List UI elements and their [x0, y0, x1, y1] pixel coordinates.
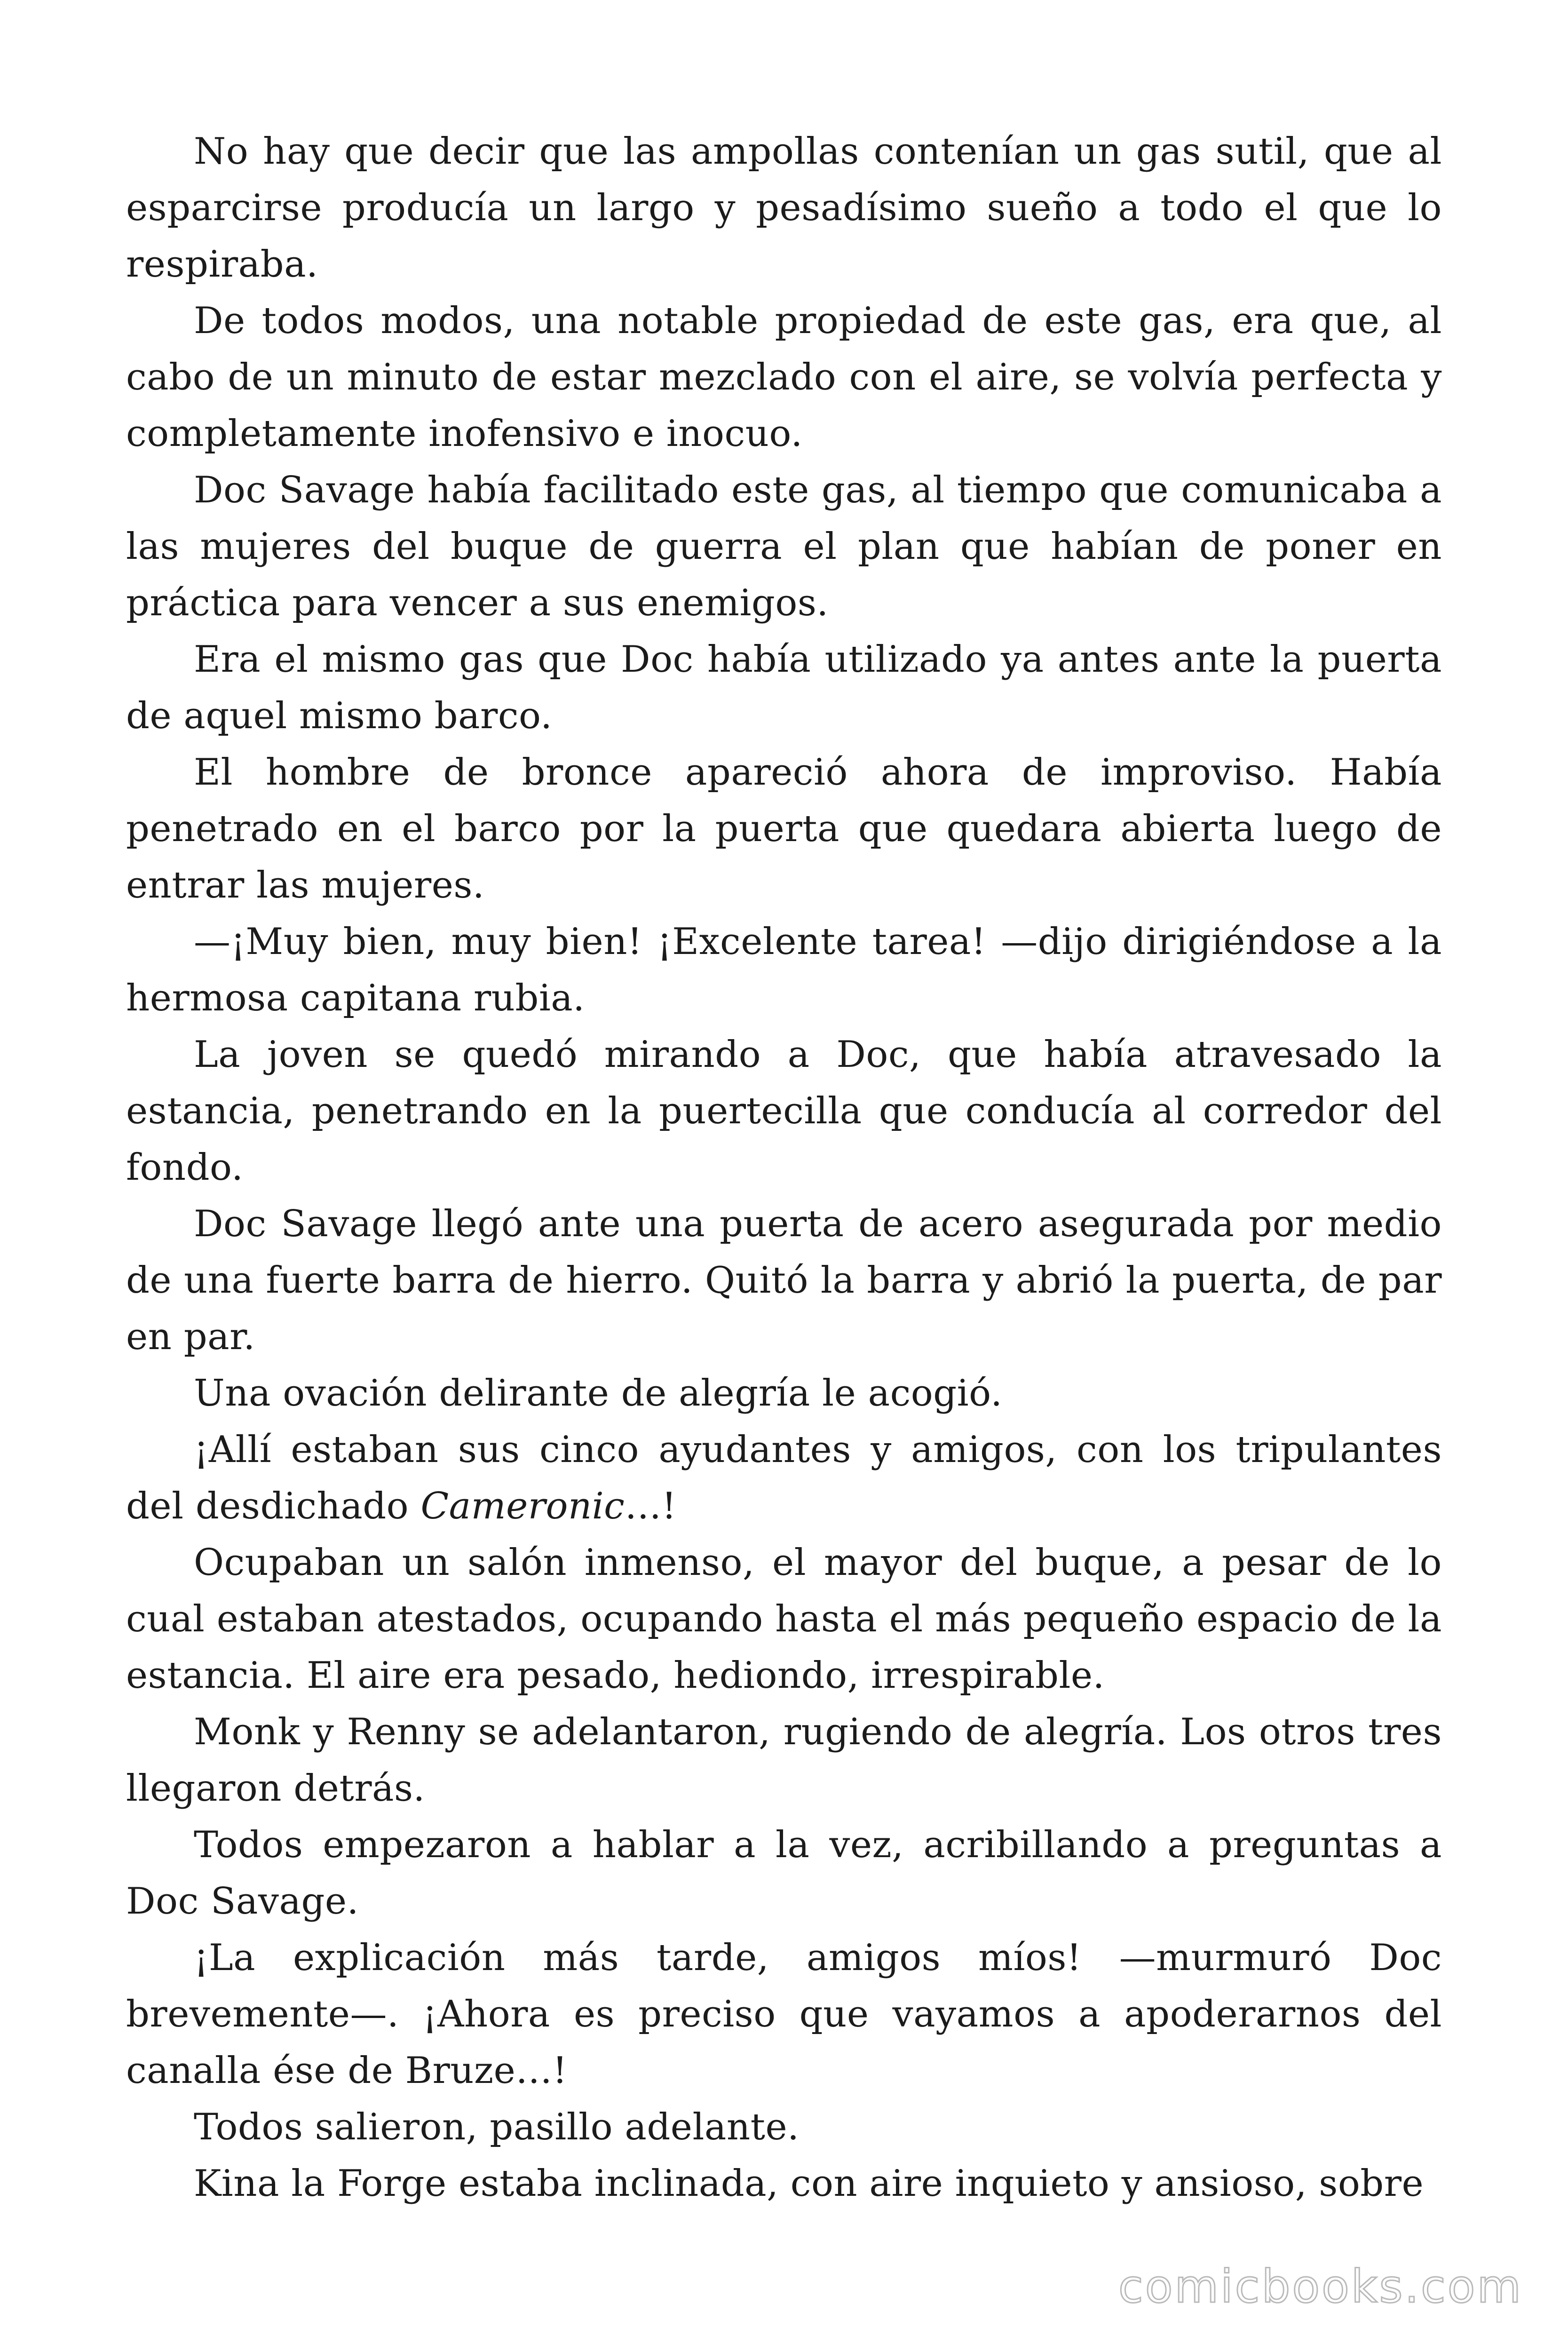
- paragraph: ¡La explicación más tarde, amigos míos! —murmuró Doc brevemente—. ¡Ahora es preciso que vayamos a apoderarnos del canalla ése de Bruze…!: [126, 1937, 1442, 2092]
- page-body: [126, 123, 1442, 2212]
- paragraph: Monk y Renny se adelantaron, rugiendo de alegría. Los otros tres llegaron detrás.: [126, 1711, 1442, 1810]
- paragraph: No hay que decir que las ampollas contenían un gas sutil, que al esparcirse producía un largo y pesadísimo sueño a todo el que lo respiraba.: [126, 130, 1442, 286]
- paragraph: Era el mismo gas que Doc había utilizado ya antes ante la puerta de aquel mismo barco.: [126, 638, 1442, 737]
- paragraph: De todos modos, una notable propiedad de este gas, era que, al cabo de un minuto de estar mezclado con el aire, se volvía perfecta y completamente inofensivo e inocuo.: [126, 300, 1442, 455]
- paragraph: La joven se quedó mirando a Doc, que había atravesado la estancia, penetrando en la puertecilla que conducía al corredor del fondo.: [126, 1033, 1442, 1189]
- paragraph-text-after: …!: [625, 1485, 677, 1527]
- paragraph: Una ovación delirante de alegría le acogió.: [194, 1372, 1003, 1414]
- paragraph: Doc Savage llegó ante una puerta de acero asegurada por medio de una fuerte barra de hierro. Quitó la barra y abrió la puerta, de par en par.: [126, 1203, 1442, 1358]
- paragraph: —¡Muy bien, muy bien! ¡Excelente tarea! —dijo dirigiéndose a la hermosa capitana rubia.: [126, 921, 1442, 1019]
- paragraph: Doc Savage había facilitado este gas, al tiempo que comunicaba a las mujeres del buque de guerra el plan que habían de poner en práctica para vencer a sus enemigos.: [126, 469, 1442, 624]
- ship-name-italic: Cameronic: [420, 1485, 625, 1527]
- paragraph: Todos empezaron a hablar a la vez, acribillando a preguntas a Doc Savage.: [126, 1824, 1442, 1923]
- paragraph-text-before: ¡Allí estaban sus cinco ayudantes y amigos, con los tripulantes del desdichado: [126, 1429, 1442, 1527]
- paragraph-with-italic: [126, 1422, 1442, 1534]
- paragraph: Ocupaban un salón inmenso, el mayor del buque, a pesar de lo cual estaban atestados, ocupando hasta el más pequeño espacio de la estancia. El aire era pesado, hediondo, irrespirable.: [126, 1542, 1442, 1697]
- paragraph: El hombre de bronce apareció ahora de improviso. Había penetrado en el barco por la puerta que quedara abierta luego de entrar las mujeres.: [126, 751, 1442, 906]
- paragraph: Kina la Forge estaba inclinada, con aire inquieto y ansioso, sobre: [194, 2162, 1424, 2205]
- paragraph: Todos salieron, pasillo adelante.: [194, 2106, 800, 2148]
- watermark: comicbooks.com: [1118, 2260, 1523, 2313]
